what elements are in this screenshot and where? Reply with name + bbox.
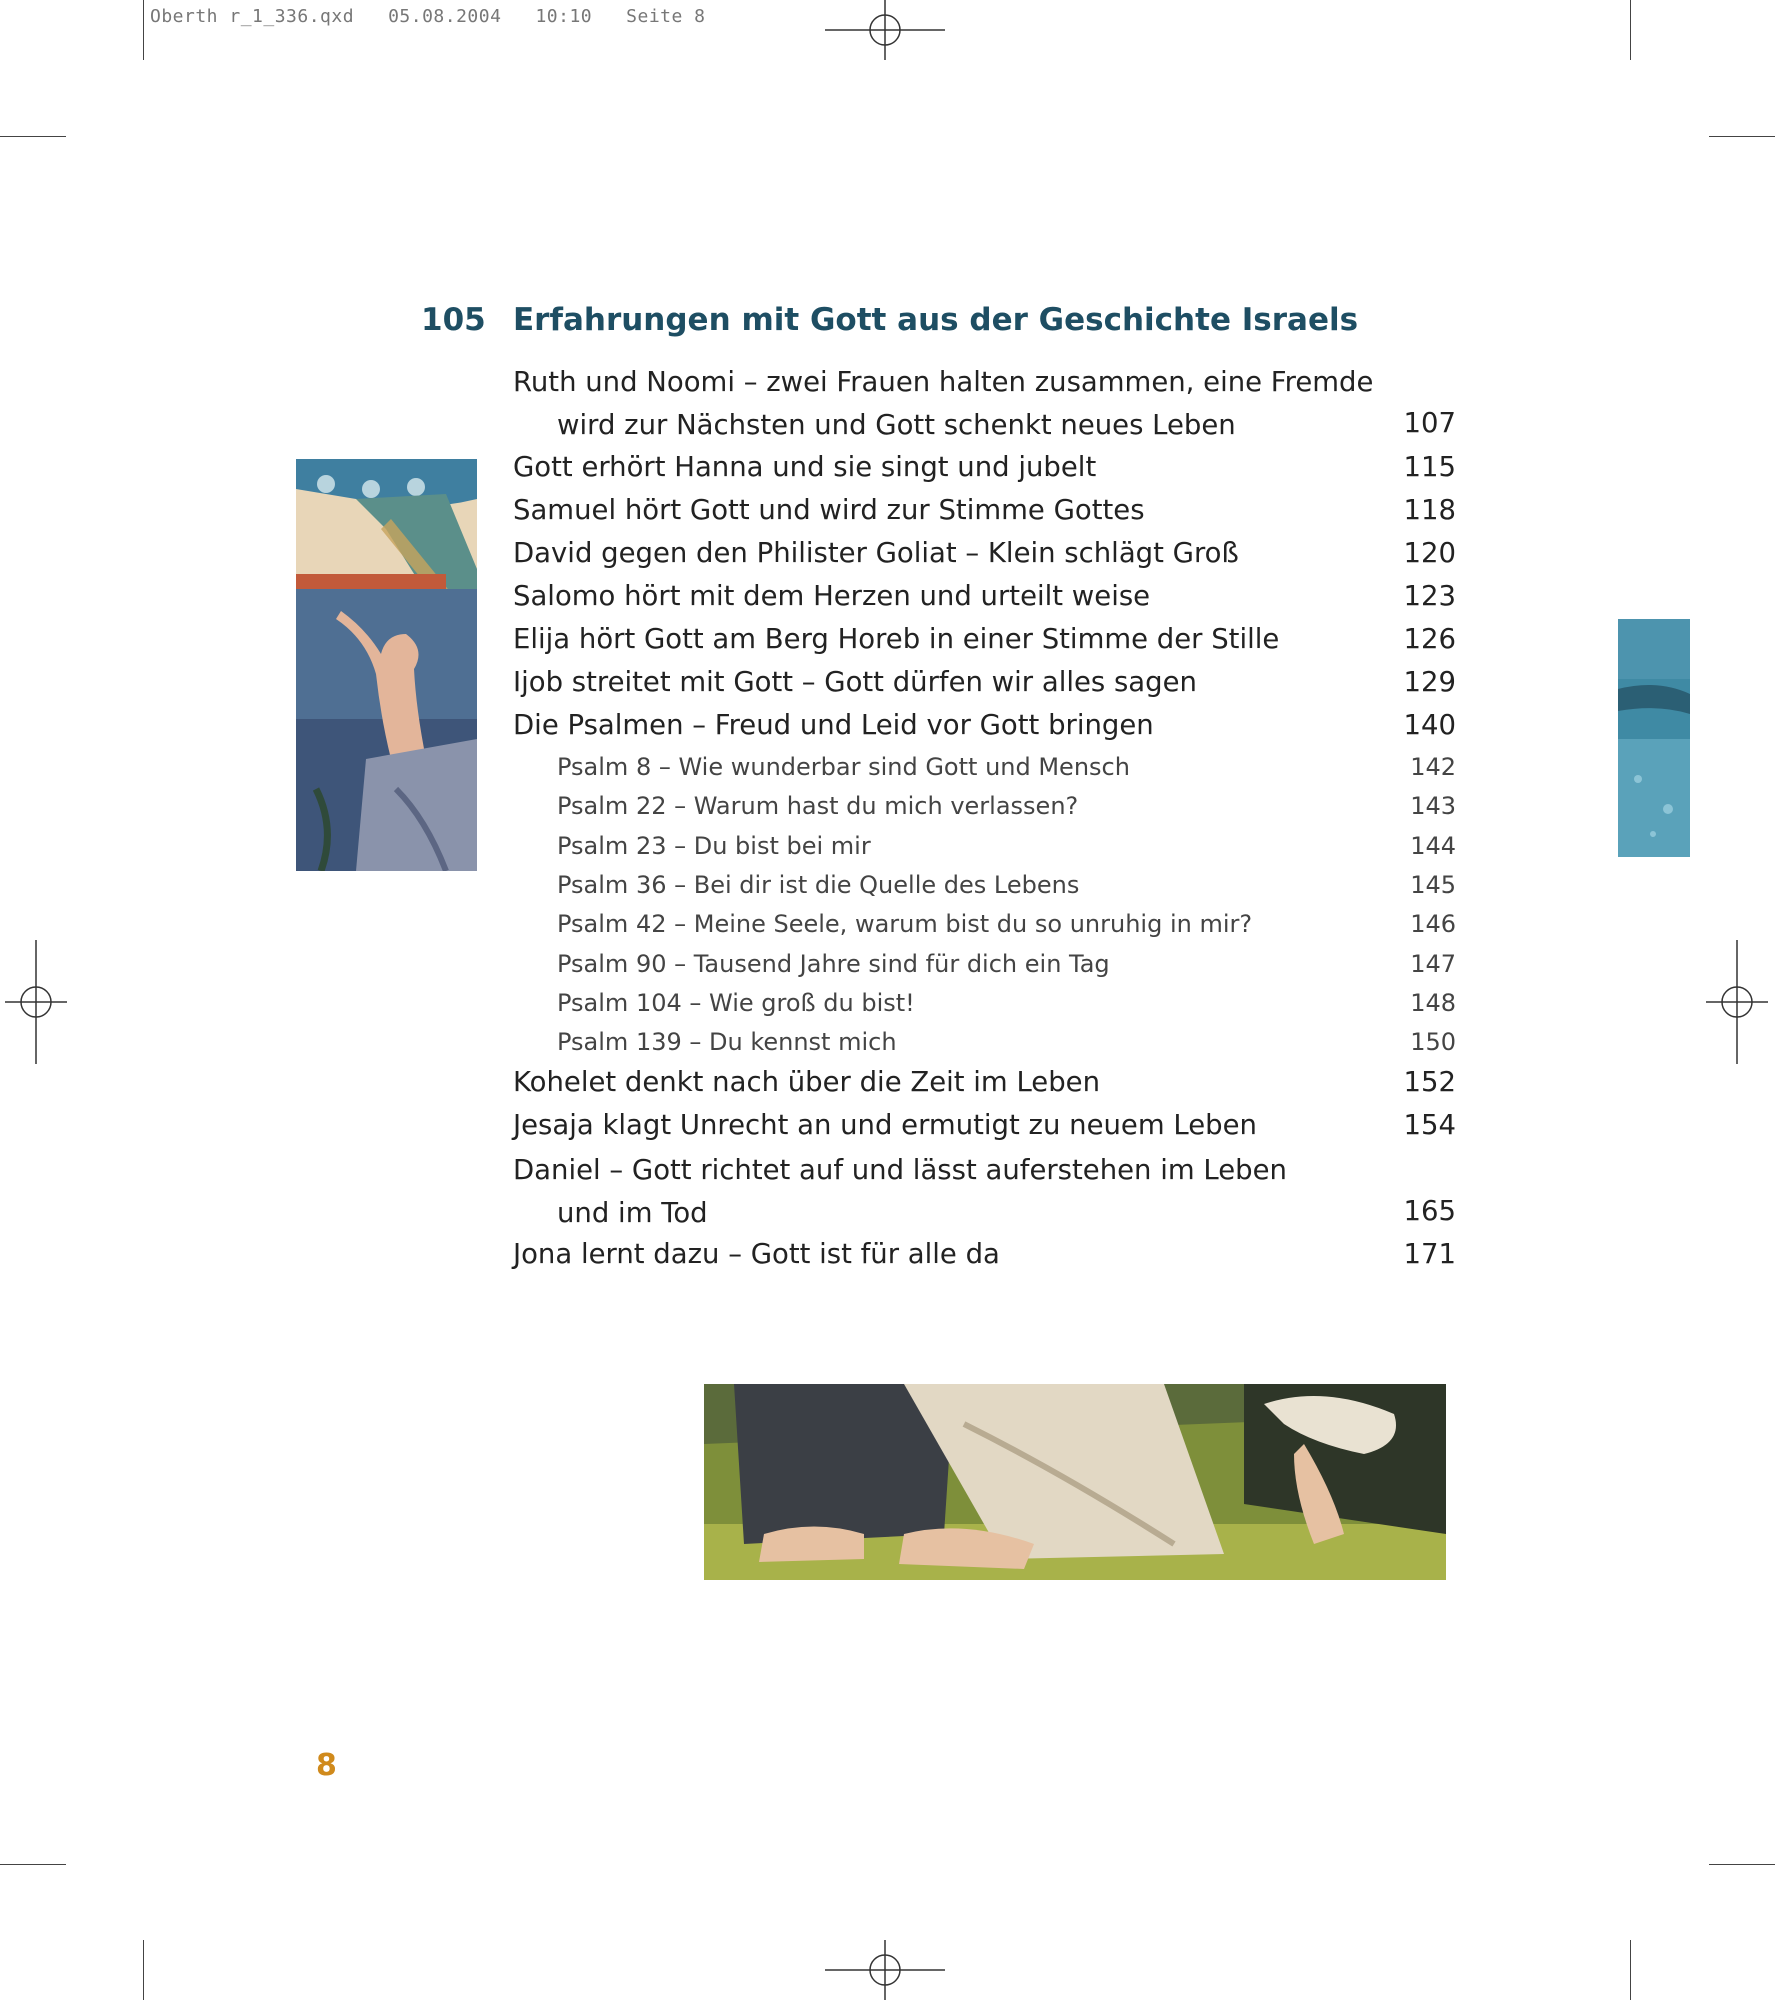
toc-subentry-psalm-104[interactable] [513, 989, 1456, 1031]
toc-subentry-page: 145 [1410, 871, 1456, 899]
toc-entry-page: 123 [1403, 580, 1456, 612]
toc-entry-title-cont: und im Tod [557, 1197, 708, 1229]
toc-subentry-page: 144 [1410, 832, 1456, 860]
toc-entry-david[interactable] [513, 537, 1456, 579]
print-slug: Oberth r_1_336.qxd 05.08.2004 10:10 Seite 8 [150, 6, 706, 27]
toc-entry-page: 165 [1403, 1195, 1456, 1227]
toc-entry-salomo[interactable] [513, 580, 1456, 622]
toc-subentry-psalm-36[interactable] [513, 871, 1456, 913]
toc-subentry-page: 150 [1410, 1028, 1456, 1056]
toc-entry-title: Jesaja klagt Unrecht an und ermutigt zu neuem Leben [513, 1109, 1257, 1141]
toc-entry-hanna[interactable] [513, 451, 1456, 493]
toc-subentry-title: Psalm 8 – Wie wunderbar sind Gott und Mensch [557, 753, 1130, 781]
toc-entry-page: 120 [1403, 537, 1456, 569]
toc-entry-title: Die Psalmen – Freud und Leid vor Gott bringen [513, 709, 1154, 741]
toc-entry-ijob[interactable] [513, 666, 1456, 708]
toc-entry-daniel[interactable] [513, 1152, 1456, 1236]
toc-entry-title: Salomo hört mit dem Herzen und urteilt weise [513, 580, 1151, 612]
toc-entry-jesaja[interactable] [513, 1109, 1456, 1151]
toc-subentry-psalm-22[interactable] [513, 792, 1456, 834]
toc-entry-page: 118 [1403, 494, 1456, 526]
toc-entry-page: 107 [1403, 407, 1456, 439]
toc-entry-elija[interactable] [513, 623, 1456, 665]
toc-subentry-title: Psalm 42 – Meine Seele, warum bist du so unruhig in mir? [557, 910, 1253, 938]
toc-entry-title: David gegen den Philister Goliat – Klein schlägt Groß [513, 537, 1239, 569]
toc-entry-kohelet[interactable] [513, 1066, 1456, 1108]
toc-subentry-psalm-23[interactable] [513, 832, 1456, 874]
toc-subentry-psalm-139[interactable] [513, 1028, 1456, 1070]
toc-entry-title: Kohelet denkt nach über die Zeit im Leben [513, 1066, 1101, 1098]
toc-entry-title: Gott erhört Hanna und sie singt und jubelt [513, 451, 1097, 483]
toc-entry-samuel[interactable] [513, 494, 1456, 536]
toc-entry-page: 171 [1403, 1238, 1456, 1270]
toc-entry-page: 154 [1403, 1109, 1456, 1141]
toc-subentry-page: 142 [1410, 753, 1456, 781]
toc-entry-title: Daniel – Gott richtet auf und lässt auferstehen im Leben [513, 1154, 1287, 1186]
toc-entry-page: 152 [1403, 1066, 1456, 1098]
toc-entry-page: 129 [1403, 666, 1456, 698]
toc-entry-title: Samuel hört Gott und wird zur Stimme Gottes [513, 494, 1145, 526]
toc-subentry-page: 147 [1410, 950, 1456, 978]
toc-subentry-title: Psalm 104 – Wie groß du bist! [557, 989, 915, 1017]
toc-entry-page: 126 [1403, 623, 1456, 655]
toc-subentry-title: Psalm 36 – Bei dir ist die Quelle des Lebens [557, 871, 1080, 899]
toc-entry-jona[interactable] [513, 1238, 1456, 1280]
toc-subentry-title: Psalm 23 – Du bist bei mir [557, 832, 871, 860]
toc-subentry-page: 148 [1410, 989, 1456, 1017]
toc-entry-page: 115 [1403, 451, 1456, 483]
toc-entry-page: 140 [1403, 709, 1456, 741]
toc-subentry-title: Psalm 139 – Du kennst mich [557, 1028, 897, 1056]
toc-subentry-page: 146 [1410, 910, 1456, 938]
toc-entry-title: Elija hört Gott am Berg Horeb in einer Stimme der Stille [513, 623, 1280, 655]
toc-subentry-title: Psalm 22 – Warum hast du mich verlassen? [557, 792, 1079, 820]
section-title: Erfahrungen mit Gott aus der Geschichte Israels [513, 302, 1359, 338]
section-number: 105 [421, 302, 486, 338]
toc-subentry-title: Psalm 90 – Tausend Jahre sind für dich ein Tag [557, 950, 1110, 978]
toc-entry-title-cont: wird zur Nächsten und Gott schenkt neues Leben [557, 409, 1236, 441]
toc-entry-ruth[interactable] [513, 364, 1456, 448]
toc-subentry-page: 143 [1410, 792, 1456, 820]
toc-subentry-psalm-42[interactable] [513, 910, 1456, 952]
toc-subentry-psalm-8[interactable] [513, 753, 1456, 795]
toc-subentry-psalm-90[interactable] [513, 950, 1456, 992]
toc-entry-title: Ruth und Noomi – zwei Frauen halten zusammen, eine Fremde [513, 366, 1374, 398]
toc-entry-psalmen[interactable] [513, 709, 1456, 751]
toc-entry-title: Ijob streitet mit Gott – Gott dürfen wir alles sagen [513, 666, 1197, 698]
page-number: 8 [316, 1748, 337, 1783]
toc-entry-title: Jona lernt dazu – Gott ist für alle da [513, 1238, 1000, 1270]
